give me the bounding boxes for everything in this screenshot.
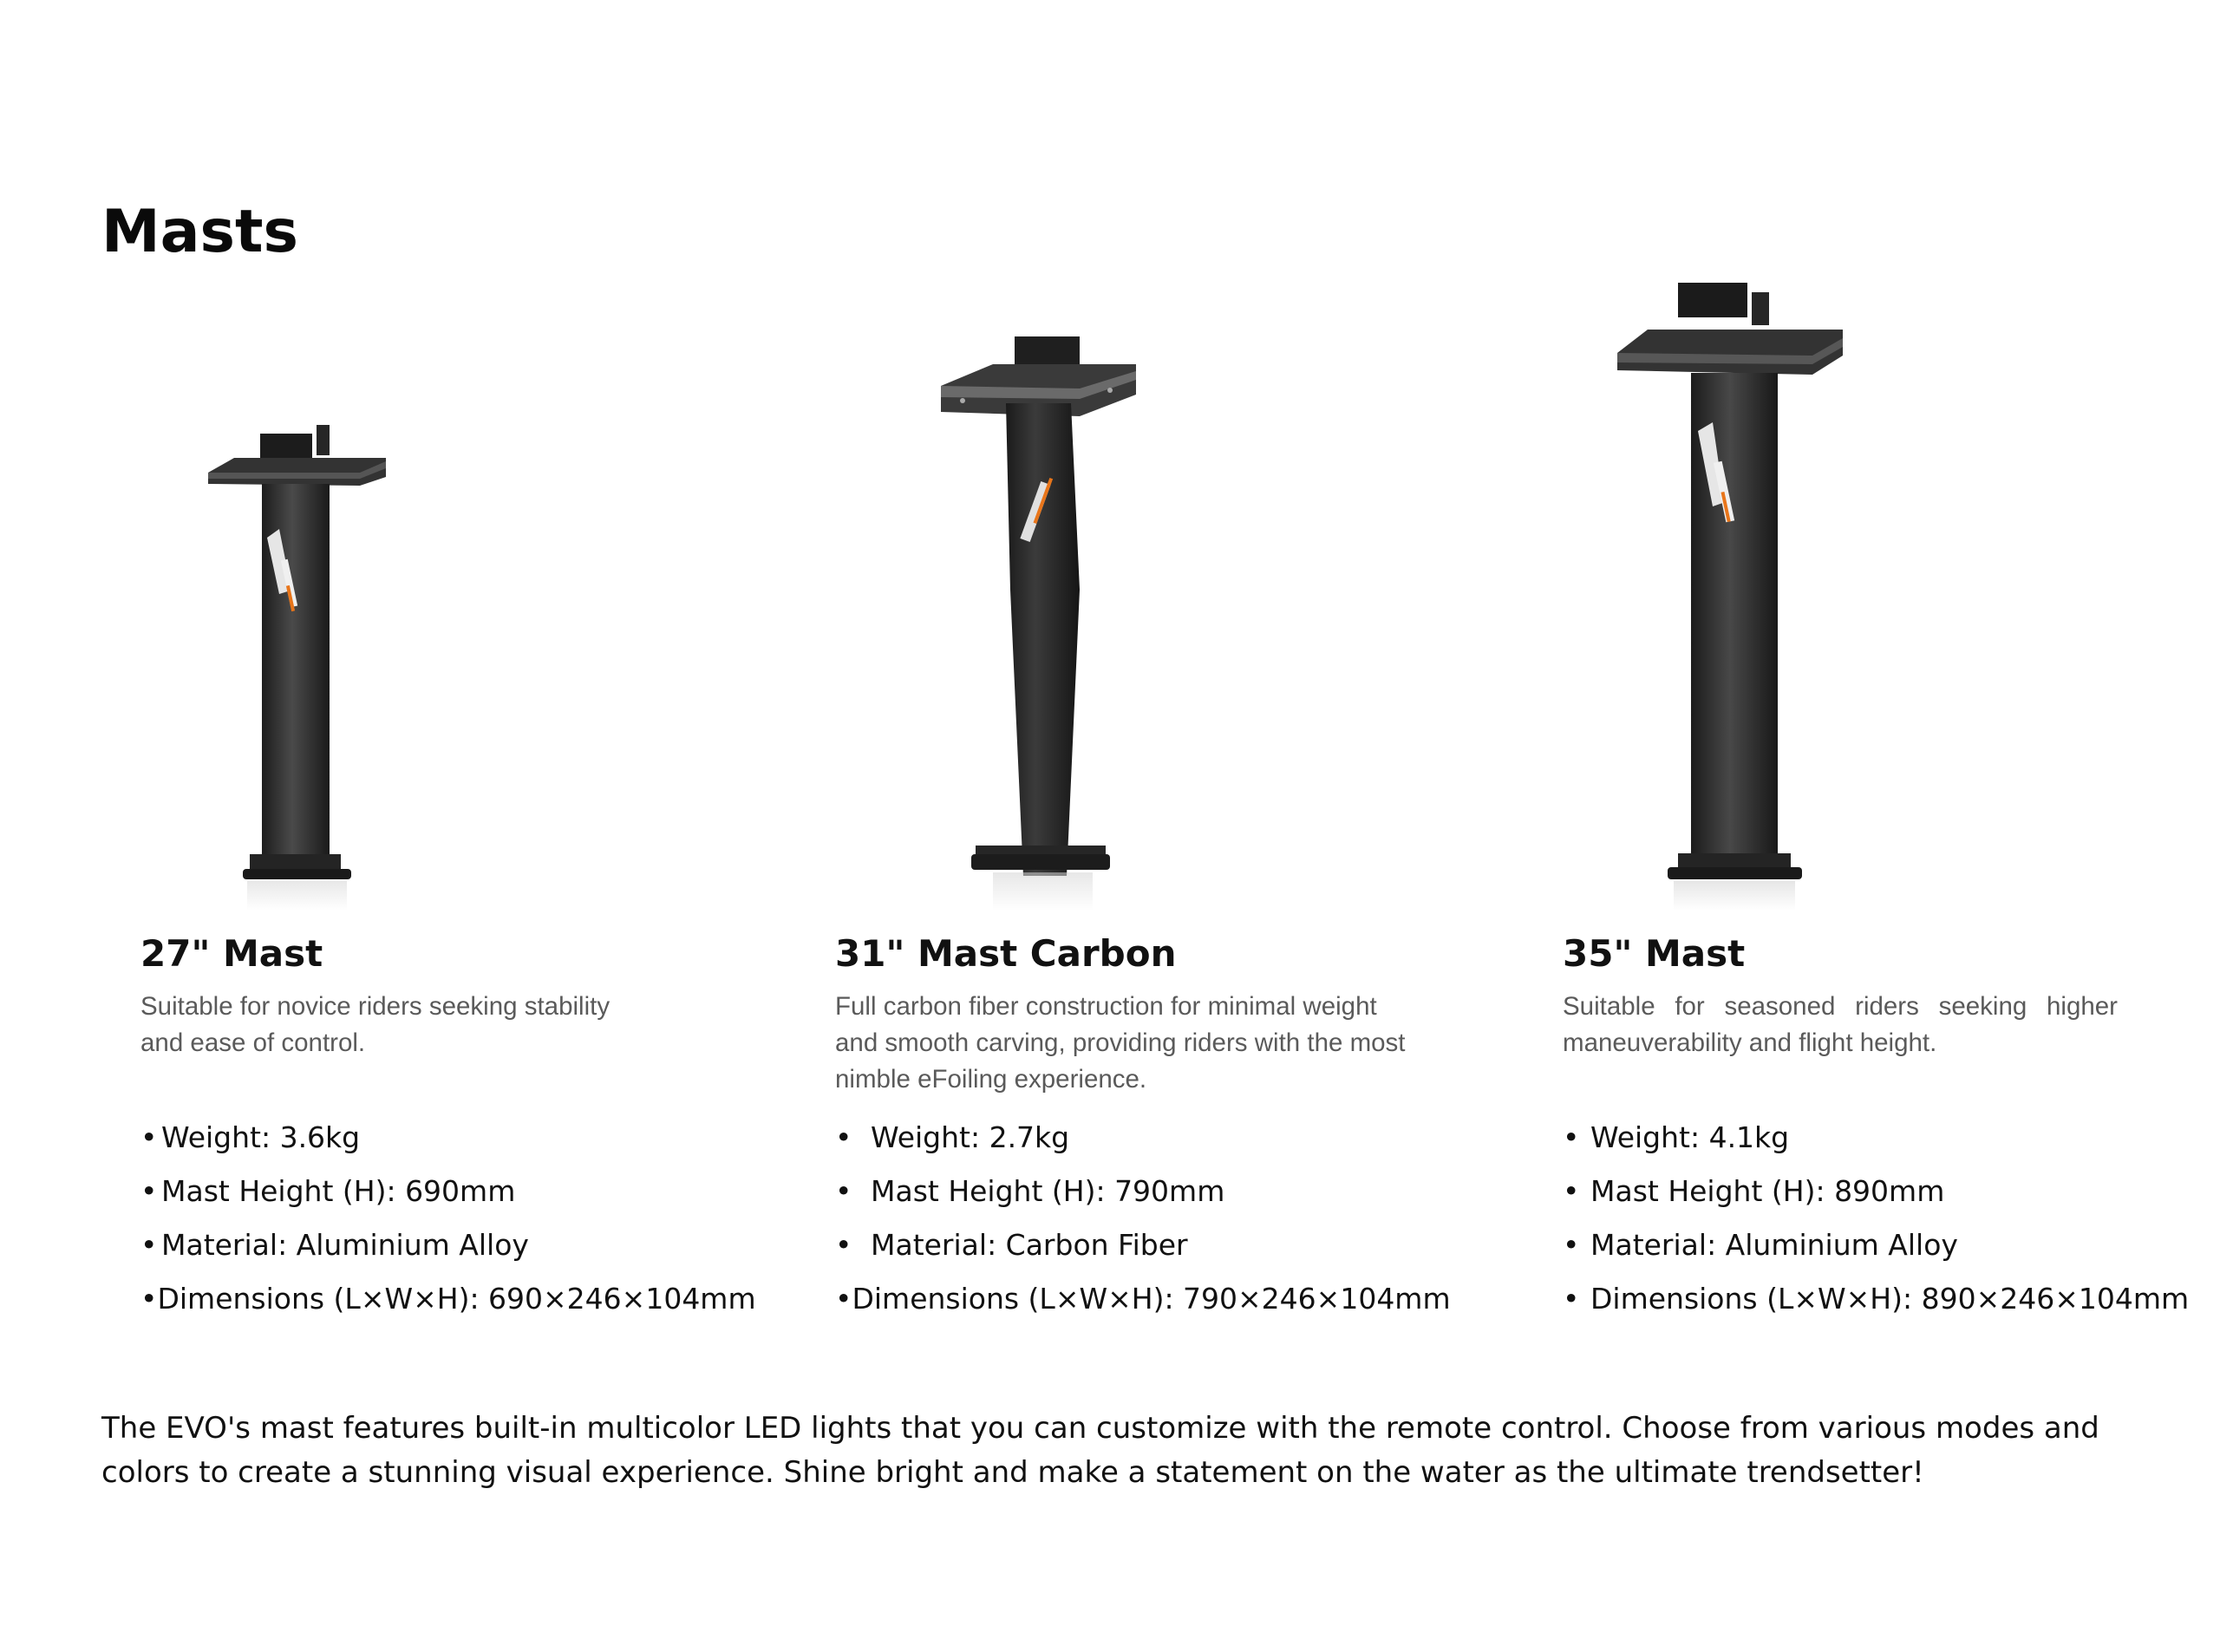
spec-item-height — [835, 1165, 1442, 1218]
spec-item-material — [835, 1218, 1442, 1272]
spec-item-dimensions — [140, 1272, 756, 1326]
mast-31-carbon-image — [941, 330, 1145, 911]
spec-text: Weight: 4.1kg — [1590, 1120, 1790, 1154]
mast-description: Suitable for seasoned riders seeking higher maneuverability and flight height. — [1563, 992, 2118, 1057]
spec-text: Weight: 2.7kg — [871, 1120, 1070, 1154]
mast-card-35 — [1563, 930, 2204, 1326]
bullet-icon: • — [1563, 1120, 1580, 1154]
spec-item-height — [140, 1165, 661, 1218]
led-feature-paragraph: The EVO's mast features built-in multicolor LED lights that you can customize with the remote control. Choose from various modes and colors to create a stunning visual experience. Shine bright and make a statement on the water as the ultimate trendsetter! — [101, 1411, 2099, 1490]
mast-35-image — [1609, 279, 1847, 911]
page-title: Masts — [101, 198, 299, 266]
mast-name: 35" Mast — [1563, 932, 1746, 975]
bullet-icon: • — [1563, 1228, 1580, 1262]
spec-text: Dimensions (L×W×H): 690×246×104mm — [157, 1282, 756, 1316]
spec-text: Material: Carbon Fiber — [871, 1228, 1188, 1262]
spec-item-dimensions — [1563, 1272, 2204, 1326]
bullet-icon: • — [835, 1228, 852, 1262]
mast-card-31-carbon — [835, 930, 1451, 1326]
spec-item-dimensions — [835, 1272, 1451, 1326]
spec-item-weight — [1563, 1111, 2204, 1165]
spec-text: Mast Height (H): 890mm — [1590, 1174, 1945, 1208]
mast-description: Suitable for novice riders seeking stability and ease of control. — [140, 992, 610, 1057]
spec-list — [835, 1111, 1451, 1326]
spec-item-weight — [140, 1111, 661, 1165]
mast-name: 27" Mast — [140, 932, 323, 975]
mast-description: Full carbon fiber construction for minimal weight and smooth carving, providing riders with the most nimble eFoiling experience. — [835, 992, 1406, 1094]
bullet-icon: • — [1563, 1282, 1580, 1316]
spec-text: Dimensions (L×W×H): 790×246×104mm — [852, 1282, 1451, 1316]
bullet-icon: • — [835, 1282, 852, 1316]
bullet-icon: • — [835, 1174, 852, 1208]
mast-27-image — [199, 408, 395, 911]
spec-item-material — [140, 1218, 661, 1272]
spec-item-material — [1563, 1218, 2204, 1272]
spec-list — [1563, 1111, 2204, 1326]
mast-card-27 — [140, 930, 756, 1326]
bullet-icon: • — [1563, 1174, 1580, 1208]
spec-text: Mast Height (H): 690mm — [161, 1174, 516, 1208]
spec-text: Material: Aluminium Alloy — [1590, 1228, 1958, 1262]
spec-item-height — [1563, 1165, 2204, 1218]
spec-text: Mast Height (H): 790mm — [871, 1174, 1225, 1208]
bullet-icon: • — [835, 1120, 852, 1154]
spec-item-weight — [835, 1111, 1442, 1165]
spec-text: Weight: 3.6kg — [161, 1120, 361, 1154]
mast-name: 31" Mast Carbon — [835, 932, 1177, 975]
spec-list — [140, 1111, 756, 1326]
bullet-icon: • — [140, 1228, 158, 1262]
bullet-icon: • — [140, 1282, 158, 1316]
spec-text: Dimensions (L×W×H): 890×246×104mm — [1590, 1282, 2190, 1316]
bullet-icon: • — [140, 1174, 158, 1208]
bullet-icon: • — [140, 1120, 158, 1154]
spec-text: Material: Aluminium Alloy — [161, 1228, 529, 1262]
